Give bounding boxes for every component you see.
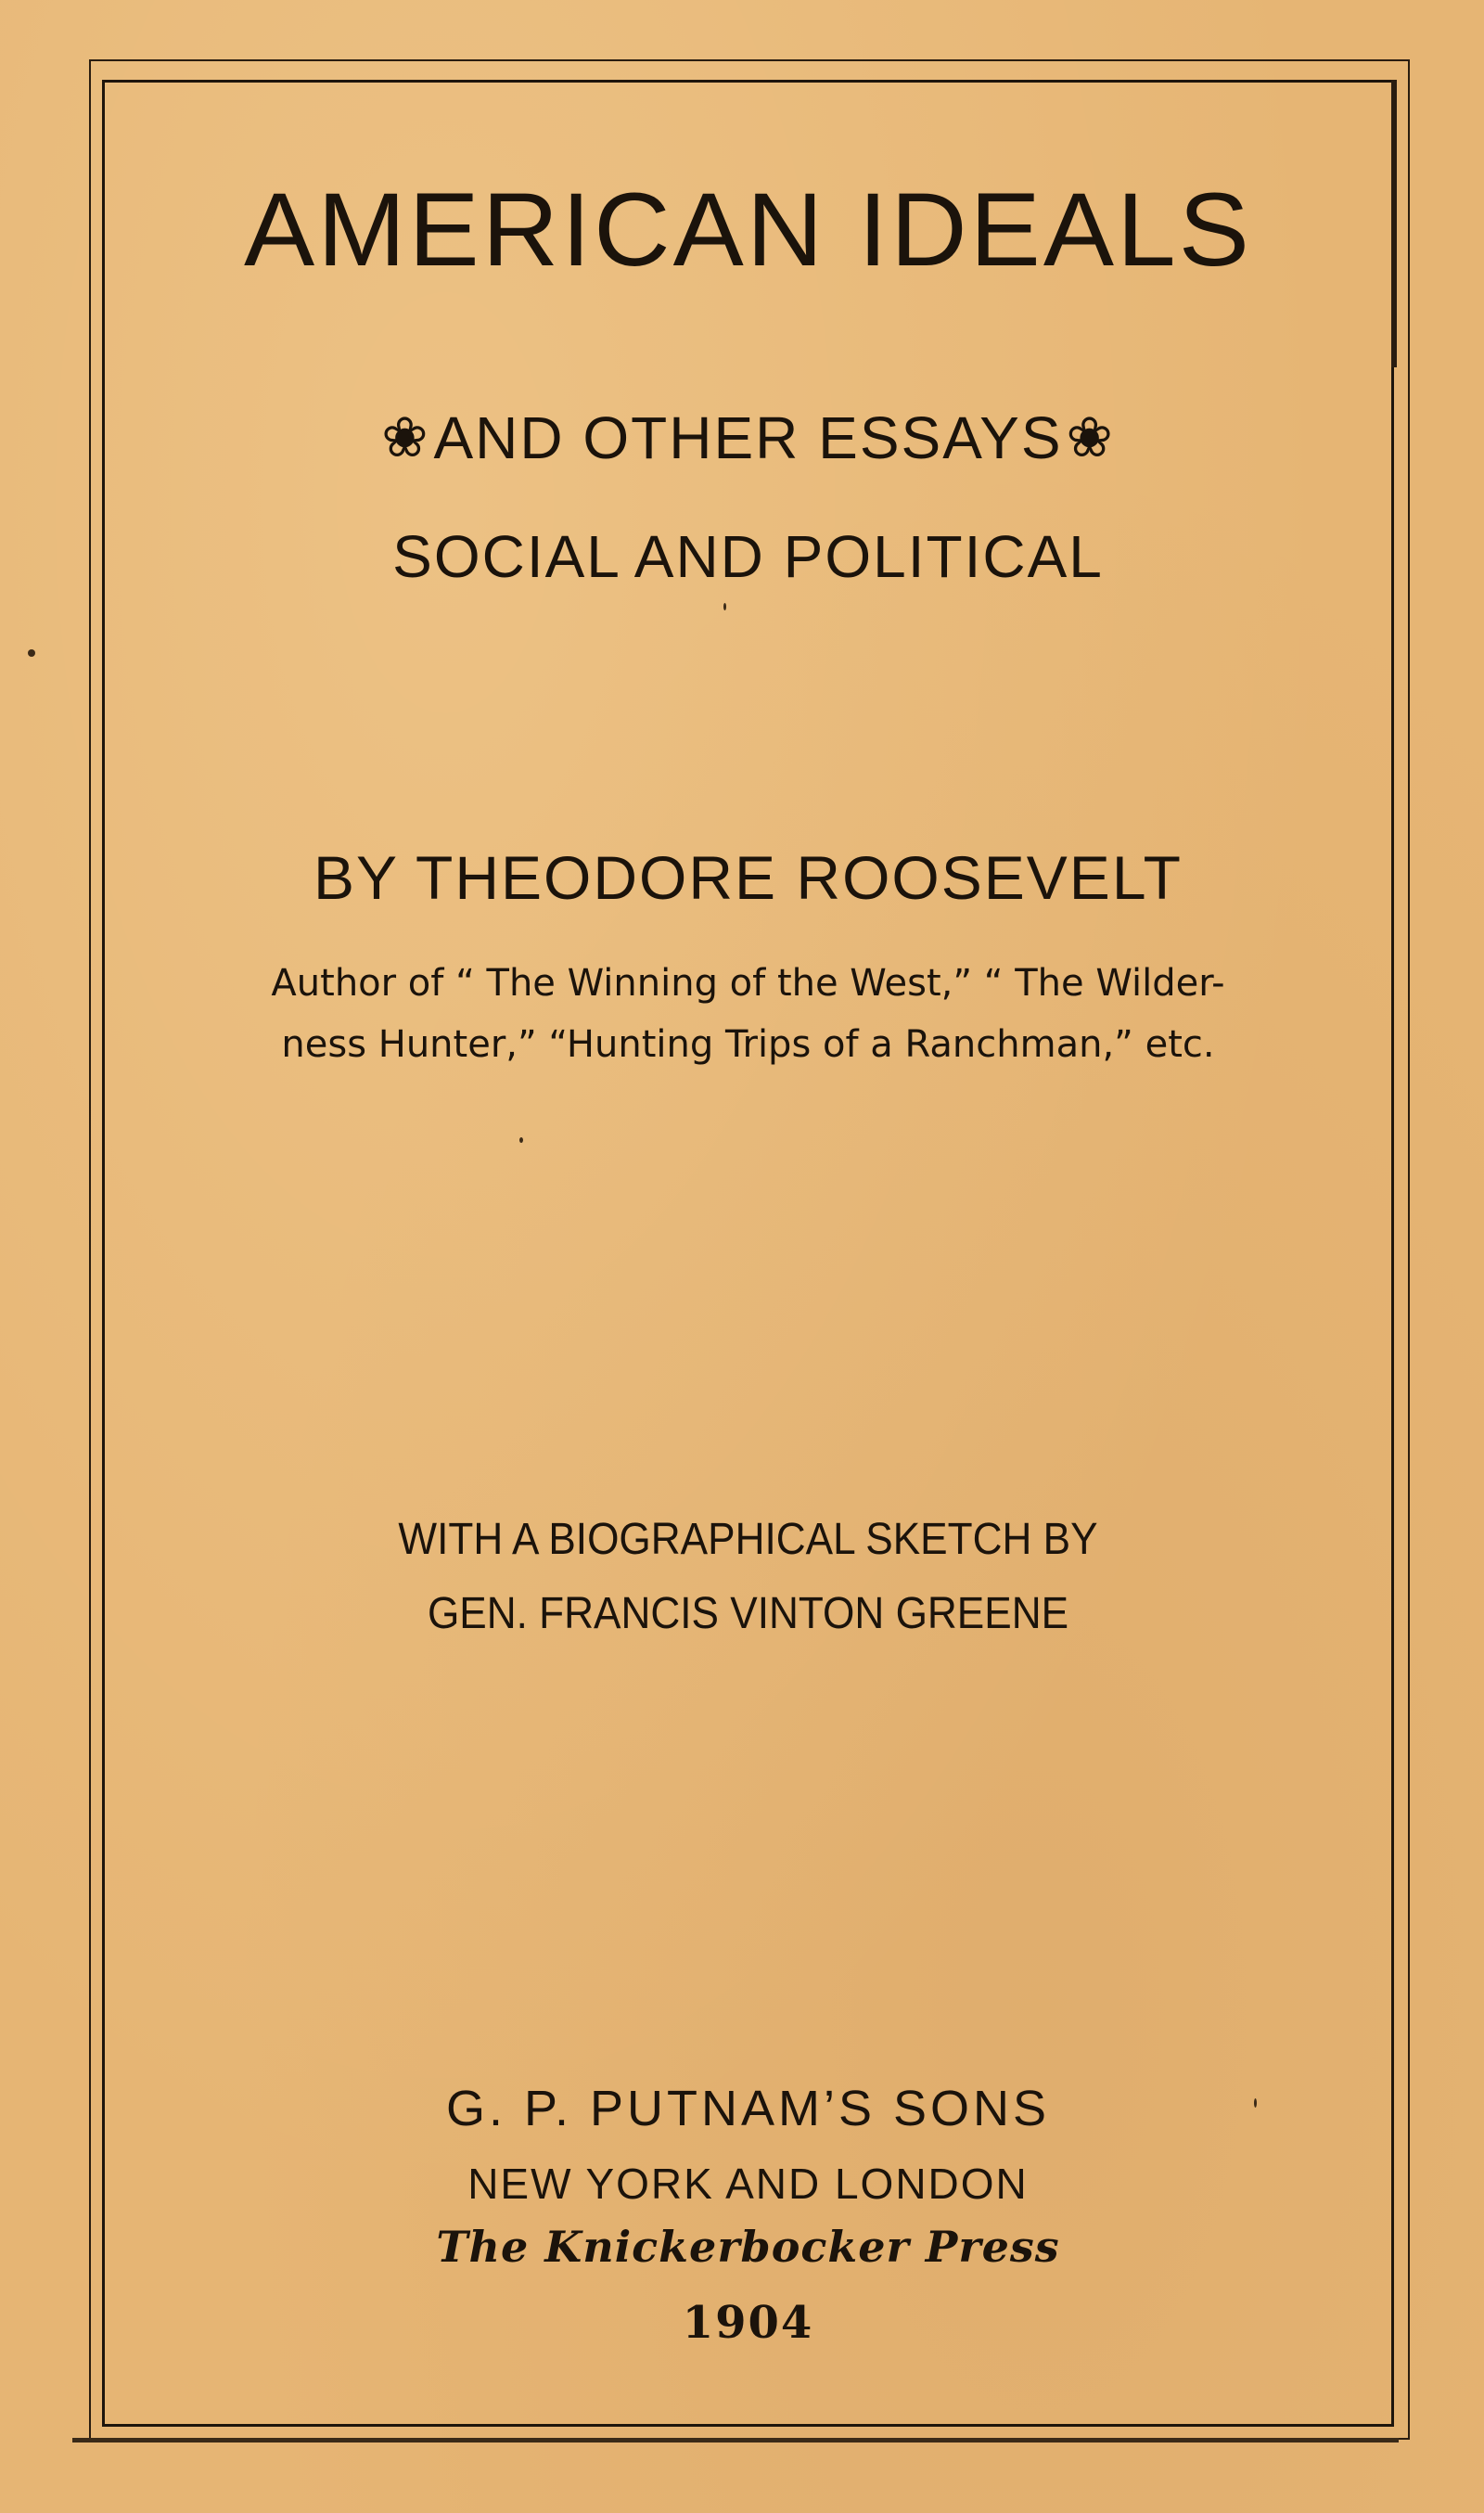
- rose-fleuron-icon: ❀: [381, 405, 430, 470]
- publisher-name: G. P. PUTNAM’S SONS: [445, 2081, 1051, 2136]
- author-works-line-2: ness Hunter,” “Hunting Trips of a Ranchman,” etc.: [281, 1023, 1215, 1066]
- author-line: [102, 840, 1394, 915]
- paper-speck: [723, 603, 726, 610]
- book-title: AMERICAN IDEALS: [243, 172, 1253, 288]
- rose-fleuron-icon: ❀: [1066, 405, 1115, 470]
- author-name: THEODORE ROOSEVELT: [416, 843, 1183, 912]
- publication-year: 1904: [682, 2297, 814, 2349]
- biography-line-2: GEN. FRANCIS VINTON GREENE: [427, 1589, 1069, 1638]
- subtitle-line-1: [102, 401, 1394, 475]
- biography-line-1: WITH A BIOGRAPHICAL SKETCH BY: [398, 1515, 1098, 1564]
- press-name: The Knickerbocker Press: [436, 2222, 1060, 2272]
- author-works-line-1: Author of “ The Winning of the West,” “ The Wilder-: [271, 962, 1225, 1005]
- bottom-border-rule: [72, 2438, 1399, 2442]
- author-prefix: BY: [313, 843, 398, 912]
- paper-speck: [28, 649, 35, 657]
- subtitle-text-1: AND OTHER ESSAYS: [433, 404, 1063, 471]
- paper-speck: [519, 1137, 523, 1143]
- paper-speck: [1254, 2098, 1257, 2108]
- publisher-location: NEW YORK AND LONDON: [467, 2160, 1029, 2208]
- subtitle-line-2: SOCIAL AND POLITICAL: [392, 523, 1104, 590]
